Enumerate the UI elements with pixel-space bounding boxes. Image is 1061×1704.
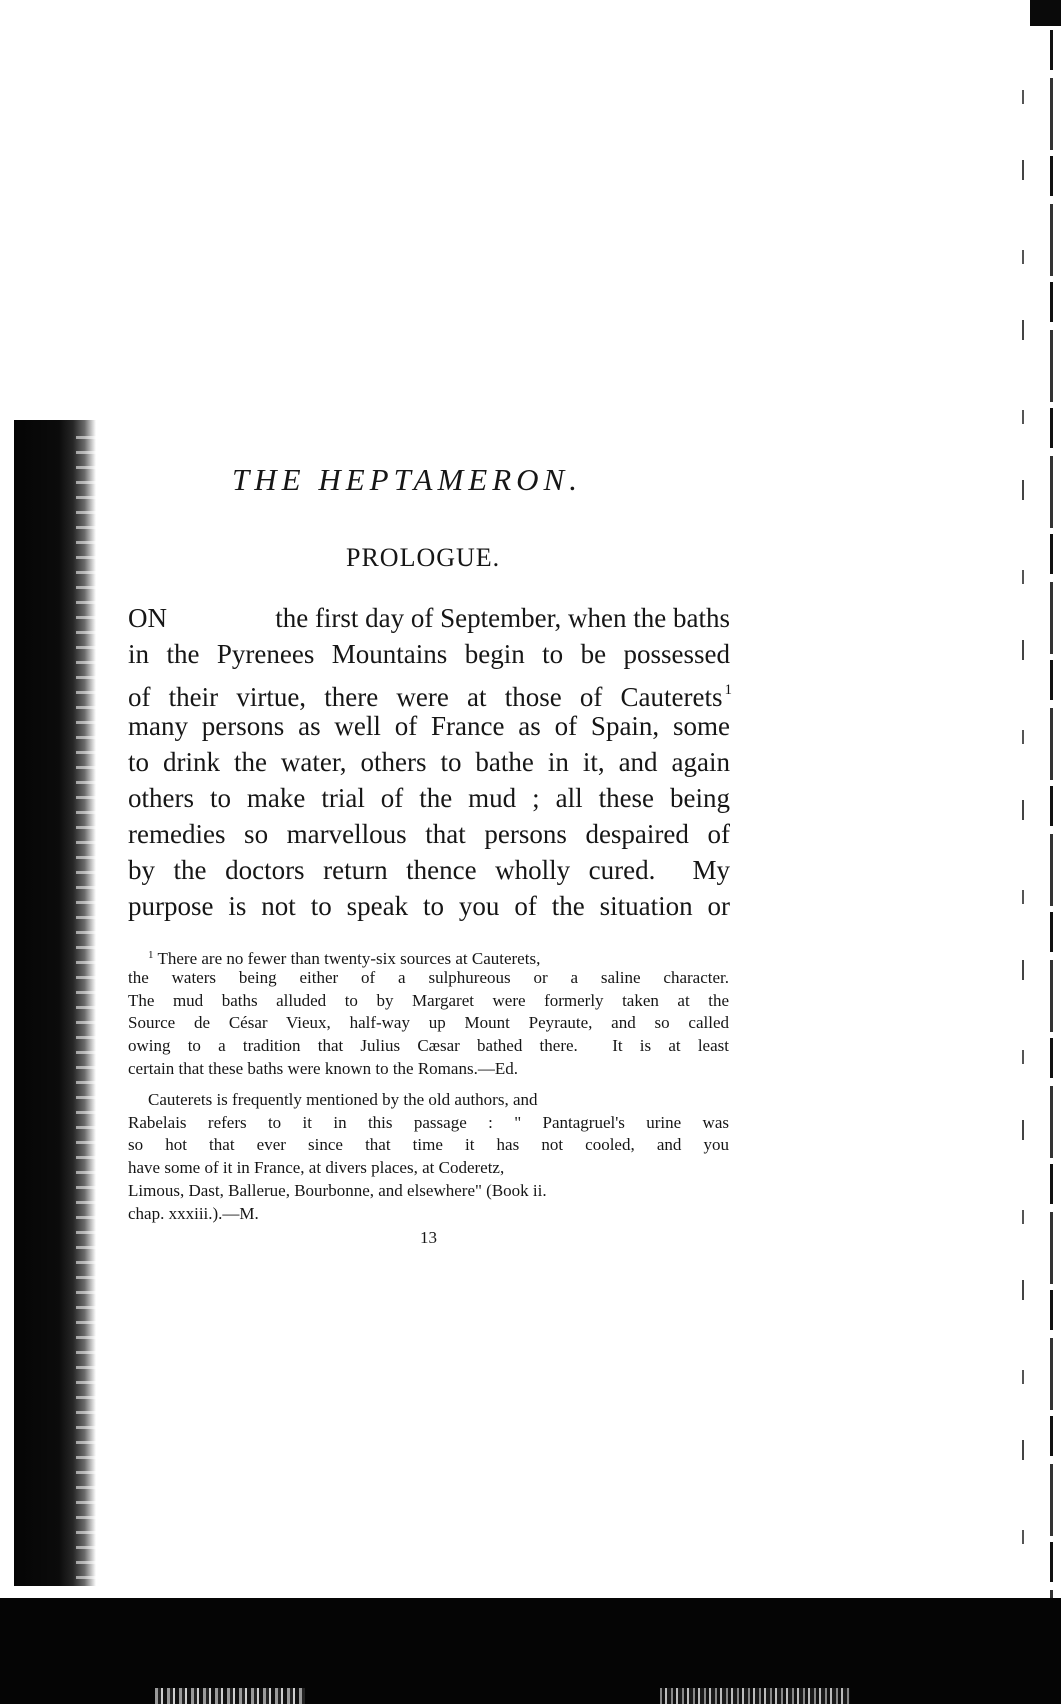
footnote-text: chap. xxxiii.).—M. xyxy=(128,1203,259,1223)
body-line xyxy=(128,708,730,744)
footnote-text: Source de César Vieux, half-way up Mount Peyraute, and so called xyxy=(128,1013,729,1033)
footnote-text: owing to a tradition that Julius Cæsar bathed there. It is at least xyxy=(128,1036,729,1056)
body-line-text: remedies so marvellous that persons despaired of xyxy=(128,819,730,849)
footnote-text: certain that these baths were known to the Romans.—Ed. xyxy=(128,1058,518,1078)
body-line xyxy=(128,744,730,780)
body-line xyxy=(128,672,732,712)
body-line xyxy=(128,780,730,816)
body-line-text: others to make trial of the mud ; all these being xyxy=(128,783,730,813)
footnote-line xyxy=(128,1180,729,1203)
footnote-text: the waters being either of a sulphureous or a saline character. xyxy=(128,967,729,987)
footnote-line xyxy=(128,967,729,990)
footnote-line xyxy=(128,1012,729,1035)
scan-left-noise xyxy=(76,430,100,1580)
footnote-text: There are no fewer than twenty-six sources at Cauterets, xyxy=(157,949,541,968)
drop-word: ON xyxy=(128,603,167,633)
footnote-text: Limous, Dast, Ballerue, Bourbonne, and elsewhere" (Book ii. xyxy=(128,1180,547,1200)
body-text xyxy=(128,600,730,924)
footnotes xyxy=(128,944,729,1226)
footnote-text: The mud baths alluded to by Margaret were formerly taken at the xyxy=(128,990,729,1010)
scan-right-edge-faint xyxy=(1022,90,1024,1590)
body-line xyxy=(128,888,730,924)
body-line-text: by the doctors return thence wholly cured. My xyxy=(128,855,730,885)
footnote-text: Cauterets is frequently mentioned by the old authors, and xyxy=(148,1089,538,1109)
footnote-reference: 1 xyxy=(724,682,732,698)
body-line xyxy=(128,816,730,852)
scan-bottom-noise-left xyxy=(155,1688,305,1704)
body-line-text: the first day of September, when the baths xyxy=(275,603,730,633)
footnote-line xyxy=(128,1089,729,1112)
body-line-text: of their virtue, there were at those of Cauterets xyxy=(128,682,723,712)
scan-right-edge xyxy=(1050,30,1053,1598)
footnote-line xyxy=(128,1157,729,1180)
footnote-text: Rabelais refers to it in this passage : " Pantagruel's urine was xyxy=(128,1112,729,1132)
footnote-text: so hot that ever since that time it has not cooled, and you xyxy=(128,1135,729,1155)
body-line-text: many persons as well of France as of Spain, some xyxy=(128,711,730,741)
book-title: THE HEPTAMERON. xyxy=(232,462,582,497)
footnote-line xyxy=(128,1058,729,1081)
footnote-line xyxy=(128,944,729,967)
body-line-text: to drink the water, others to bathe in it, and again xyxy=(128,747,730,777)
body-line xyxy=(128,636,730,672)
body-line xyxy=(128,600,730,636)
page-number: 13 xyxy=(420,1228,437,1247)
footnote-line xyxy=(128,1134,729,1157)
footnote-line xyxy=(128,1203,729,1226)
section-heading: PROLOGUE. xyxy=(346,543,501,572)
footnote-marker: 1 xyxy=(148,949,154,961)
body-line xyxy=(128,852,730,888)
footnote-line xyxy=(128,1112,729,1135)
body-line-text: in the Pyrenees Mountains begin to be possessed xyxy=(128,639,730,669)
scan-bottom-noise-right xyxy=(660,1688,850,1704)
scan-corner-mark xyxy=(1030,0,1061,26)
body-line-text: purpose is not to speak to you of the situation or xyxy=(128,891,730,921)
footnote-line xyxy=(128,990,729,1013)
footnote-text: have some of it in France, at divers places, at Coderetz, xyxy=(128,1158,505,1178)
footnote-line xyxy=(128,1035,729,1058)
